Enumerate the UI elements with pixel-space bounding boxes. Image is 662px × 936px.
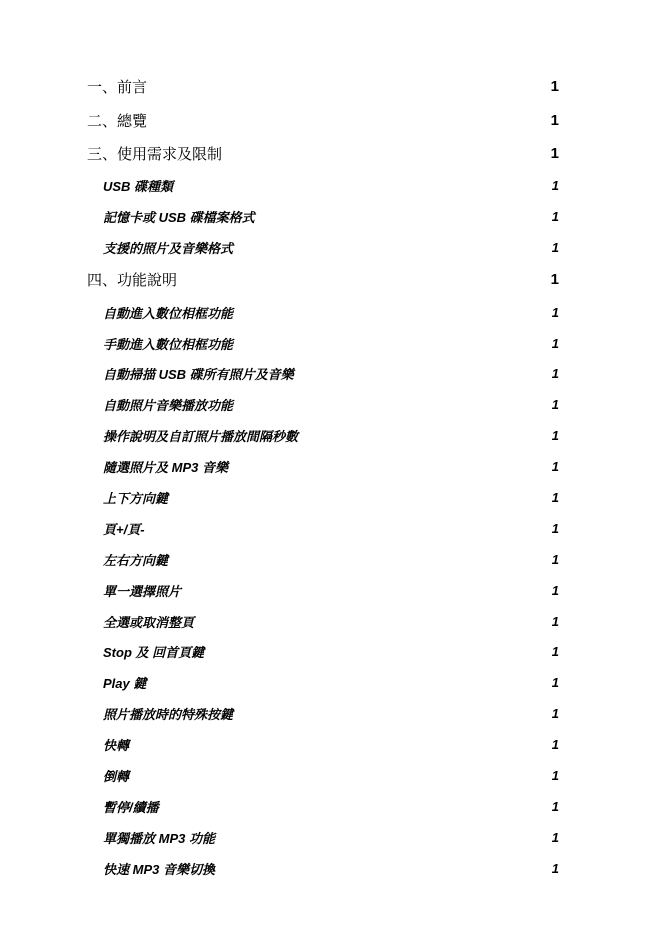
toc-subentry[interactable] xyxy=(87,482,559,513)
toc-entry-page-number: 1 xyxy=(551,366,559,382)
toc-entry-page-number: 1 xyxy=(550,145,559,163)
toc-subentry[interactable] xyxy=(87,358,559,389)
toc-subentry[interactable] xyxy=(87,297,559,328)
toc-entry-page-number: 1 xyxy=(551,582,559,598)
toc-entry-label: 頁+/頁- xyxy=(103,521,145,537)
toc-entry-label: 全選或取消整頁 xyxy=(103,614,195,630)
toc-entry-page-number: 1 xyxy=(551,613,559,629)
toc-entry-page-number: 1 xyxy=(551,397,559,413)
toc-subentry[interactable] xyxy=(87,389,559,420)
toc-entry-page-number: 1 xyxy=(551,304,559,320)
toc-entry-page-number: 1 xyxy=(551,428,559,444)
toc-entry-label: 三、使用需求及限制 xyxy=(87,146,223,164)
toc-entry-page-number: 1 xyxy=(551,644,559,660)
toc-subentry[interactable] xyxy=(87,760,559,791)
toc-entry-page-number: 1 xyxy=(551,860,559,876)
toc-subentry[interactable] xyxy=(87,513,559,544)
toc-entry-page-number: 1 xyxy=(551,520,559,536)
toc-subentry[interactable] xyxy=(87,328,559,359)
toc-entry-label: 快速 MP3 音樂切換 xyxy=(103,861,215,877)
toc-subentry[interactable] xyxy=(87,822,559,853)
toc-subentry[interactable] xyxy=(87,544,559,575)
toc-entry-label: 四、功能說明 xyxy=(87,272,178,290)
toc-entry-page-number: 1 xyxy=(551,489,559,505)
toc-entry-label: 自動照片音樂播放功能 xyxy=(103,398,234,414)
toc-subentry[interactable] xyxy=(87,606,559,637)
toc-entry-page-number: 1 xyxy=(551,767,559,783)
toc-subentry[interactable] xyxy=(87,575,559,606)
toc-subentry[interactable] xyxy=(87,667,559,698)
toc-entry-label: 二、總覽 xyxy=(87,112,148,130)
toc-heading-entry[interactable] xyxy=(87,70,559,104)
toc-entry-page-number: 1 xyxy=(551,459,559,475)
toc-entry-label: 倒轉 xyxy=(103,768,130,784)
toc-entry-page-number: 1 xyxy=(551,798,559,814)
toc-entry-label: 一、前言 xyxy=(87,79,148,97)
toc-subentry[interactable] xyxy=(87,729,559,760)
toc-entry-page-number: 1 xyxy=(551,706,559,722)
toc-entry-page-number: 1 xyxy=(551,335,559,351)
toc-entry-label: 操作說明及自訂照片播放間隔秒數 xyxy=(103,429,299,445)
toc-entry-page-number: 1 xyxy=(551,551,559,567)
toc-subentry[interactable] xyxy=(87,232,559,263)
toc-entry-label: 記憶卡或 USB 碟檔案格式 xyxy=(103,210,255,226)
toc-entry-page-number: 1 xyxy=(551,829,559,845)
toc-entry-label: 單一選擇照片 xyxy=(103,583,182,599)
toc-entry-label: 照片播放時的特殊按鍵 xyxy=(103,707,234,723)
toc-subentry[interactable] xyxy=(87,698,559,729)
toc-subentry[interactable] xyxy=(87,451,559,482)
toc-subentry[interactable] xyxy=(87,853,559,884)
toc-subentry[interactable] xyxy=(87,420,559,451)
toc-entry-page-number: 1 xyxy=(550,78,559,96)
toc-entry-page-number: 1 xyxy=(550,271,559,289)
toc-entry-label: 上下方向鍵 xyxy=(103,490,169,506)
toc-entry-label: USB 碟種類 xyxy=(103,179,174,195)
toc-heading-entry[interactable] xyxy=(87,263,559,297)
toc-subentry[interactable] xyxy=(87,171,559,202)
toc-subentry[interactable] xyxy=(87,791,559,822)
table-of-contents xyxy=(87,70,559,884)
toc-entry-page-number: 1 xyxy=(551,240,559,256)
toc-entry-label: 單獨播放 MP3 功能 xyxy=(103,830,215,846)
toc-entry-page-number: 1 xyxy=(550,111,559,129)
toc-entry-label: Stop 及 回首頁鍵 xyxy=(103,645,205,661)
toc-entry-page-number: 1 xyxy=(551,675,559,691)
toc-entry-label: 手動進入數位相框功能 xyxy=(103,336,234,352)
toc-entry-page-number: 1 xyxy=(551,737,559,753)
toc-entry-page-number: 1 xyxy=(551,178,559,194)
toc-entry-label: Play 鍵 xyxy=(103,676,147,692)
toc-entry-page-number: 1 xyxy=(551,209,559,225)
toc-entry-label: 自動進入數位相框功能 xyxy=(103,305,234,321)
toc-entry-label: 隨選照片及 MP3 音樂 xyxy=(103,460,228,476)
toc-entry-label: 暫停/續播 xyxy=(103,799,159,815)
toc-subentry[interactable] xyxy=(87,636,559,667)
toc-entry-label: 支援的照片及音樂格式 xyxy=(103,241,234,257)
toc-heading-entry[interactable] xyxy=(87,137,559,171)
toc-entry-label: 左右方向鍵 xyxy=(103,552,169,568)
toc-entry-label: 快轉 xyxy=(103,738,130,754)
toc-heading-entry[interactable] xyxy=(87,104,559,138)
toc-entry-label: 自動掃描 USB 碟所有照片及音樂 xyxy=(103,367,294,383)
toc-subentry[interactable] xyxy=(87,201,559,232)
